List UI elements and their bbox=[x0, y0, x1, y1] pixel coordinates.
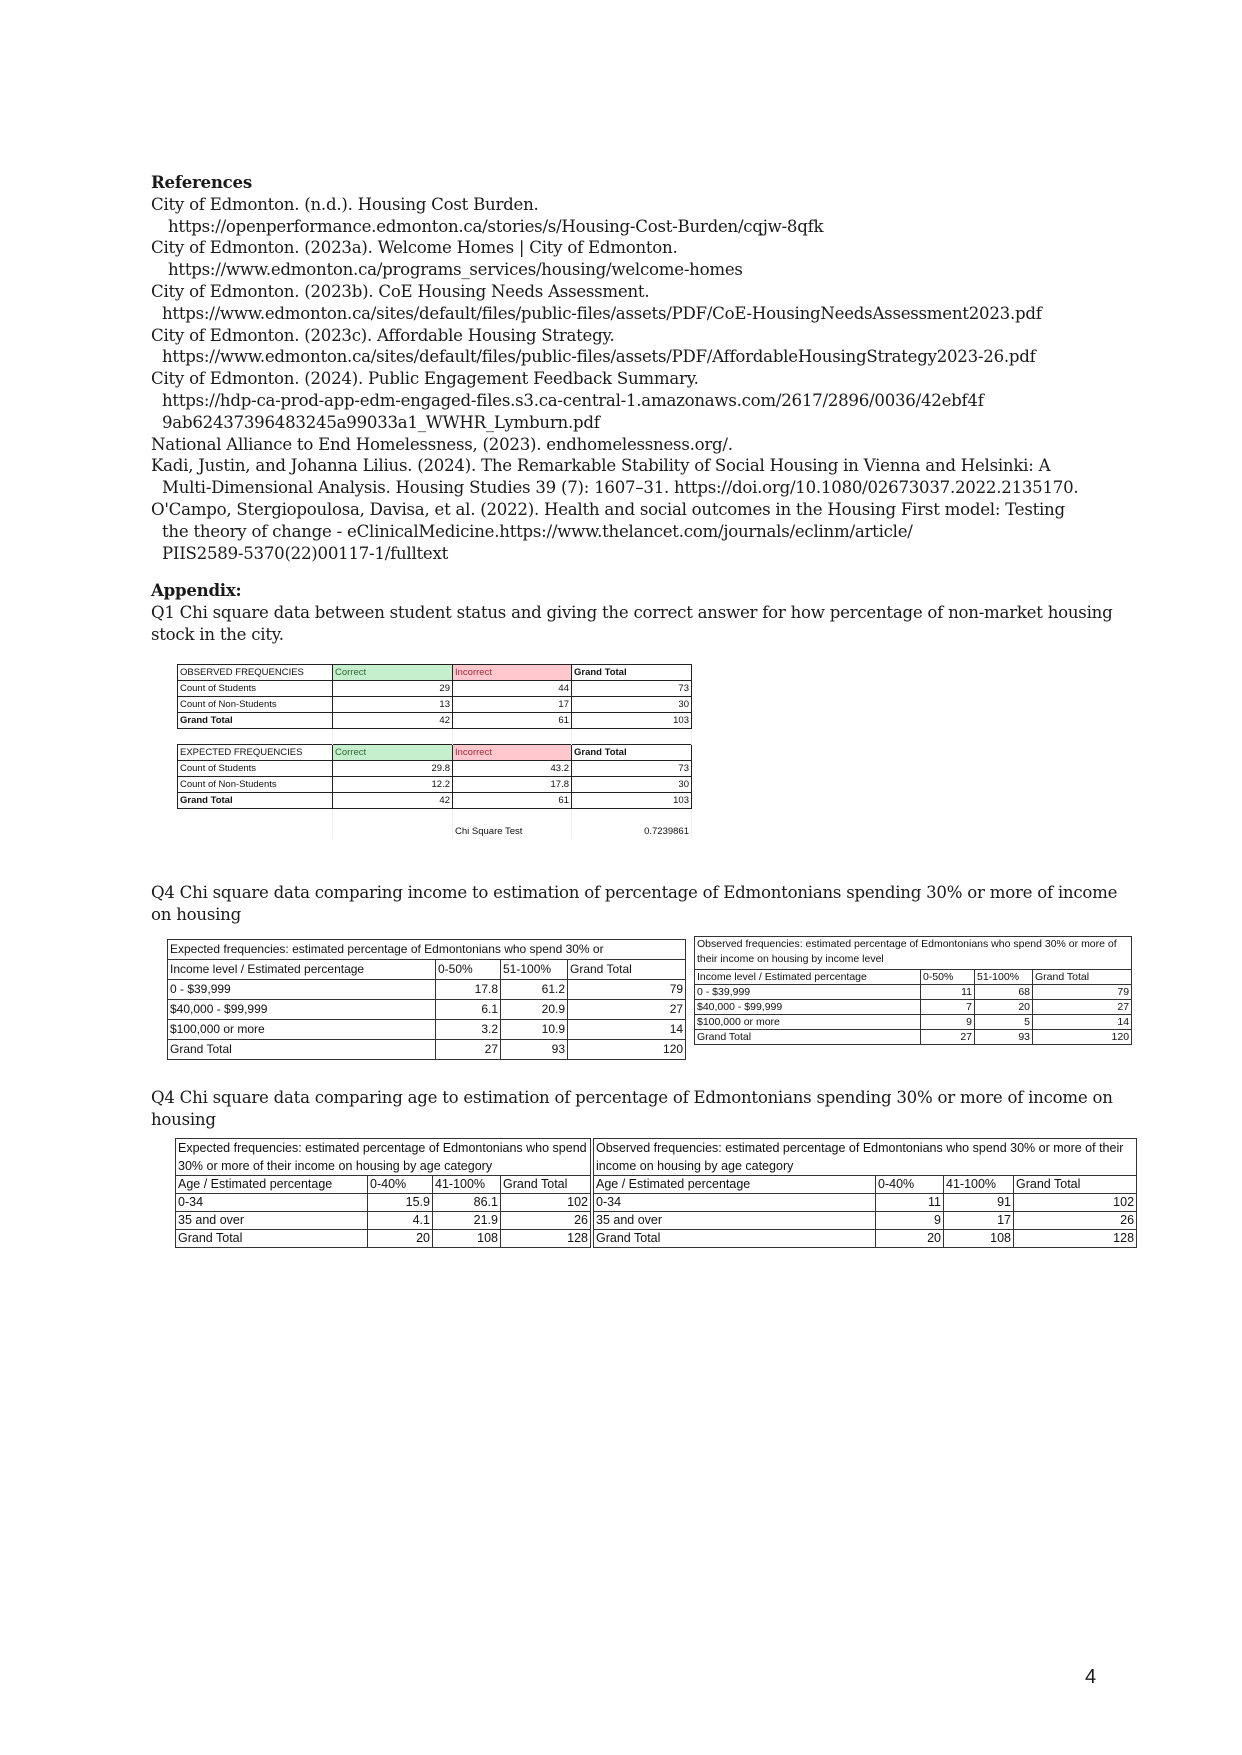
header-cell: Incorrect bbox=[453, 745, 572, 761]
table-cell: 91 bbox=[944, 1194, 1014, 1212]
header-cell: Grand Total bbox=[501, 1176, 591, 1194]
page-number: 4 bbox=[1085, 1666, 1097, 1688]
header-cell: 0-50% bbox=[436, 960, 501, 980]
reference-line: City of Edmonton. (2023b). CoE Housing Needs Assessment. bbox=[151, 281, 650, 301]
header-cell: Income level / Estimated percentage bbox=[695, 970, 921, 985]
table-cell: 7 bbox=[921, 1000, 975, 1015]
header-row bbox=[176, 1176, 591, 1194]
header-row bbox=[178, 745, 692, 761]
table-cell: 17.8 bbox=[453, 777, 572, 793]
table-row bbox=[178, 713, 692, 729]
table-cell: 14 bbox=[1033, 1015, 1132, 1030]
reference-line: 9ab62437396483245a99033a1_WWHR_Lymburn.pdf bbox=[162, 412, 600, 432]
table-cell: 14 bbox=[568, 1020, 686, 1040]
table-cell: 12.2 bbox=[333, 777, 453, 793]
table-cell: 102 bbox=[1014, 1194, 1137, 1212]
header-cell: Grand Total bbox=[1014, 1176, 1137, 1194]
table-cell: 73 bbox=[572, 761, 692, 777]
empty-cell bbox=[333, 729, 453, 745]
table-row bbox=[168, 1020, 686, 1040]
table-cell: 27 bbox=[436, 1040, 501, 1060]
table-cell: 93 bbox=[975, 1030, 1033, 1045]
table-cell: Grand Total bbox=[178, 793, 333, 809]
empty-cell bbox=[333, 824, 453, 839]
table-cell: 43.2 bbox=[453, 761, 572, 777]
table-title: Observed frequencies: estimated percentage of Edmontonians who spend 30% or more of their income on housing by age category bbox=[594, 1139, 1137, 1176]
table-cell: 0-34 bbox=[176, 1194, 368, 1212]
table-cell: 26 bbox=[1014, 1212, 1137, 1230]
appendix-section bbox=[151, 580, 1112, 645]
header-row bbox=[695, 970, 1132, 985]
header-cell: Grand Total bbox=[572, 745, 692, 761]
table-row bbox=[178, 761, 692, 777]
spacer-row bbox=[178, 729, 692, 745]
reference-line: the theory of change - eClinicalMedicine.https://www.thelancet.com/journals/eclinm/article/ bbox=[162, 521, 913, 541]
table-row bbox=[178, 697, 692, 713]
table-cell: 79 bbox=[568, 980, 686, 1000]
table-cell: 10.9 bbox=[501, 1020, 568, 1040]
header-cell: Grand Total bbox=[1033, 970, 1132, 985]
table-cell: 35 and over bbox=[594, 1212, 876, 1230]
table-row bbox=[168, 1040, 686, 1060]
reference-line: O'Campo, Stergiopoulosa, Davisa, et al. (2022). Health and social outcomes in the Housing First model: Testing bbox=[151, 499, 1065, 519]
table-cell: 103 bbox=[572, 713, 692, 729]
table-cell: 29 bbox=[333, 681, 453, 697]
q1-caption-line: stock in the city. bbox=[151, 624, 284, 644]
reference-line: City of Edmonton. (2023c). Affordable Housing Strategy. bbox=[151, 325, 615, 345]
chi-square-row bbox=[178, 824, 692, 839]
title-row bbox=[176, 1139, 591, 1176]
table-cell: 13 bbox=[333, 697, 453, 713]
table-title: Expected frequencies: estimated percentage of Edmontonians who spend 30% or bbox=[168, 940, 686, 960]
reference-line: Kadi, Justin, and Johanna Lilius. (2024). The Remarkable Stability of Social Housing in Vienna and Helsinki: A bbox=[151, 456, 1051, 476]
table-cell: Grand Total bbox=[695, 1030, 921, 1045]
header-cell: 51-100% bbox=[501, 960, 568, 980]
table-cell: 44 bbox=[453, 681, 572, 697]
header-cell: 41-100% bbox=[433, 1176, 501, 1194]
empty-cell bbox=[178, 824, 333, 839]
table-cell: 20.9 bbox=[501, 1000, 568, 1020]
empty-cell bbox=[453, 809, 572, 825]
table-row bbox=[594, 1230, 1137, 1248]
table-cell: 15.9 bbox=[368, 1194, 433, 1212]
title-row bbox=[695, 937, 1132, 970]
reference-line: National Alliance to End Homelessness, (2023). endhomelessness.org/. bbox=[151, 434, 733, 454]
table-cell: Count of Students bbox=[178, 681, 333, 697]
table-cell: Count of Students bbox=[178, 761, 333, 777]
table-cell: 20 bbox=[368, 1230, 433, 1248]
table-cell: 42 bbox=[333, 793, 453, 809]
header-cell: 0-50% bbox=[921, 970, 975, 985]
table-row bbox=[178, 793, 692, 809]
table-cell: Grand Total bbox=[176, 1230, 368, 1248]
table-cell: 6.1 bbox=[436, 1000, 501, 1020]
table-cell: 108 bbox=[944, 1230, 1014, 1248]
table-row bbox=[695, 985, 1132, 1000]
q4-income-observed-table bbox=[694, 936, 1132, 1045]
table-row bbox=[695, 1000, 1132, 1015]
header-cell: Age / Estimated percentage bbox=[176, 1176, 368, 1194]
reference-list bbox=[151, 194, 1078, 565]
reference-line: Multi-Dimensional Analysis. Housing Studies 39 (7): 1607–31. https://doi.org/10.1080/02673037.2022.2135170. bbox=[162, 478, 1079, 498]
chi-square-label: Chi Square Test bbox=[453, 824, 572, 839]
table-row bbox=[594, 1212, 1137, 1230]
table-cell: 30 bbox=[572, 777, 692, 793]
table-row bbox=[168, 980, 686, 1000]
table-cell: 61 bbox=[453, 793, 572, 809]
table-cell: 5 bbox=[975, 1015, 1033, 1030]
table-cell: 11 bbox=[876, 1194, 944, 1212]
table-row bbox=[178, 681, 692, 697]
references-section bbox=[151, 172, 1078, 564]
table-cell: 0 - $39,999 bbox=[168, 980, 436, 1000]
table-cell: 27 bbox=[921, 1030, 975, 1045]
table-cell: Grand Total bbox=[168, 1040, 436, 1060]
table-cell: 29.8 bbox=[333, 761, 453, 777]
table-cell: 86.1 bbox=[433, 1194, 501, 1212]
title-row bbox=[168, 940, 686, 960]
caption-line: housing bbox=[151, 1109, 216, 1129]
table-cell: 0-34 bbox=[594, 1194, 876, 1212]
table-row bbox=[695, 1030, 1132, 1045]
table-cell: 20 bbox=[975, 1000, 1033, 1015]
table-row bbox=[176, 1212, 591, 1230]
table-row bbox=[176, 1230, 591, 1248]
q4-age-observed-table bbox=[593, 1138, 1137, 1248]
header-cell: Grand Total bbox=[568, 960, 686, 980]
table-cell: 73 bbox=[572, 681, 692, 697]
header-cell: Income level / Estimated percentage bbox=[168, 960, 436, 980]
table-cell: 21.9 bbox=[433, 1212, 501, 1230]
table-cell: 120 bbox=[1033, 1030, 1132, 1045]
table-title: Observed frequencies: estimated percentage of Edmontonians who spend 30% or more of their income on housing by income level bbox=[695, 937, 1132, 970]
table-cell: 102 bbox=[501, 1194, 591, 1212]
q4-age-caption bbox=[151, 1087, 1113, 1131]
header-cell: Correct bbox=[333, 665, 453, 681]
table-cell: 128 bbox=[1014, 1230, 1137, 1248]
table-cell: 103 bbox=[572, 793, 692, 809]
appendix-heading: Appendix: bbox=[151, 580, 242, 600]
table-row bbox=[695, 1015, 1132, 1030]
table-cell: 120 bbox=[568, 1040, 686, 1060]
table-cell: 79 bbox=[1033, 985, 1132, 1000]
empty-cell bbox=[572, 809, 692, 825]
reference-line: https://openperformance.edmonton.ca/stories/s/Housing-Cost-Burden/cqjw-8qfk bbox=[168, 216, 824, 236]
table-cell: 9 bbox=[921, 1015, 975, 1030]
table-title: Expected frequencies: estimated percentage of Edmontonians who spend 30% or more of their income on housing by age category bbox=[176, 1139, 591, 1176]
reference-line: City of Edmonton. (2023a). Welcome Homes | City of Edmonton. bbox=[151, 238, 678, 258]
table-row bbox=[168, 1000, 686, 1020]
table-cell: 17.8 bbox=[436, 980, 501, 1000]
table-cell: 93 bbox=[501, 1040, 568, 1060]
table-cell: 3.2 bbox=[436, 1020, 501, 1040]
caption-line: on housing bbox=[151, 904, 241, 924]
table-cell: 17 bbox=[453, 697, 572, 713]
table-cell: Count of Non-Students bbox=[178, 697, 333, 713]
spacer-row bbox=[178, 809, 692, 825]
q4-age-expected-table bbox=[175, 1138, 591, 1248]
q4-income-caption bbox=[151, 882, 1117, 926]
table-cell: 61.2 bbox=[501, 980, 568, 1000]
reference-line: City of Edmonton. (2024). Public Engagement Feedback Summary. bbox=[151, 369, 699, 389]
header-cell: 0-40% bbox=[368, 1176, 433, 1194]
empty-cell bbox=[453, 729, 572, 745]
table-cell: Grand Total bbox=[178, 713, 333, 729]
empty-cell bbox=[178, 809, 333, 825]
header-cell: Age / Estimated percentage bbox=[594, 1176, 876, 1194]
empty-cell bbox=[333, 809, 453, 825]
header-row bbox=[178, 665, 692, 681]
header-cell: 41-100% bbox=[944, 1176, 1014, 1194]
table-cell: 61 bbox=[453, 713, 572, 729]
table-cell: $40,000 - $99,999 bbox=[168, 1000, 436, 1020]
header-cell: Incorrect bbox=[453, 665, 572, 681]
table-cell: 11 bbox=[921, 985, 975, 1000]
header-cell: 0-40% bbox=[876, 1176, 944, 1194]
reference-line: https://www.edmonton.ca/programs_services/housing/welcome-homes bbox=[168, 260, 743, 280]
header-cell: Correct bbox=[333, 745, 453, 761]
table-cell: Grand Total bbox=[594, 1230, 876, 1248]
table-cell: 108 bbox=[433, 1230, 501, 1248]
header-row bbox=[168, 960, 686, 980]
empty-cell bbox=[572, 729, 692, 745]
table-cell: 0 - $39,999 bbox=[695, 985, 921, 1000]
header-cell: 51-100% bbox=[975, 970, 1033, 985]
header-row bbox=[594, 1176, 1137, 1194]
reference-line: PIIS2589-5370(22)00117-1/fulltext bbox=[162, 543, 449, 563]
reference-line: https://www.edmonton.ca/sites/default/files/public-files/assets/PDF/AffordableHousingStrategy2023-26.pdf bbox=[162, 347, 1036, 367]
table-row bbox=[176, 1194, 591, 1212]
chi-square-value: 0.7239861 bbox=[572, 824, 692, 839]
reference-line: https://hdp-ca-prod-app-edm-engaged-files.s3.ca-central-1.amazonaws.com/2617/2896/0036/42ebf4f bbox=[162, 390, 984, 410]
table-cell: 4.1 bbox=[368, 1212, 433, 1230]
q1-chi-square-table bbox=[177, 664, 692, 839]
table-row bbox=[594, 1194, 1137, 1212]
table-cell: $100,000 or more bbox=[695, 1015, 921, 1030]
reference-line: City of Edmonton. (n.d.). Housing Cost Burden. bbox=[151, 194, 539, 214]
reference-line: https://www.edmonton.ca/sites/default/files/public-files/assets/PDF/CoE-HousingNeedsAssessment2023.pdf bbox=[162, 303, 1042, 323]
caption-line: Q4 Chi square data comparing age to estimation of percentage of Edmontonians spending 30% or more of income on bbox=[151, 1088, 1113, 1107]
q4-income-expected-table bbox=[167, 939, 686, 1060]
table-cell: 128 bbox=[501, 1230, 591, 1248]
table-cell: $100,000 or more bbox=[168, 1020, 436, 1040]
table-cell: 68 bbox=[975, 985, 1033, 1000]
table-cell: 17 bbox=[944, 1212, 1014, 1230]
references-heading: References bbox=[151, 172, 252, 192]
table-cell: 27 bbox=[568, 1000, 686, 1020]
table-cell: $40,000 - $99,999 bbox=[695, 1000, 921, 1015]
q1-caption-line: Q1 Chi square data between student status and giving the correct answer for how percentage of non-market housing bbox=[151, 602, 1113, 622]
table-cell: 9 bbox=[876, 1212, 944, 1230]
table-row bbox=[178, 777, 692, 793]
table-cell: 26 bbox=[501, 1212, 591, 1230]
table-cell: 27 bbox=[1033, 1000, 1132, 1015]
header-cell: Grand Total bbox=[572, 665, 692, 681]
table-cell: 35 and over bbox=[176, 1212, 368, 1230]
header-cell: EXPECTED FREQUENCIES bbox=[178, 745, 333, 761]
caption-line: Q4 Chi square data comparing income to estimation of percentage of Edmontonians spending 30% or more of income bbox=[151, 883, 1118, 902]
header-cell: OBSERVED FREQUENCIES bbox=[178, 665, 333, 681]
table-cell: Count of Non-Students bbox=[178, 777, 333, 793]
table-cell: 30 bbox=[572, 697, 692, 713]
table-cell: 42 bbox=[333, 713, 453, 729]
table-cell: 20 bbox=[876, 1230, 944, 1248]
empty-cell bbox=[178, 729, 333, 745]
title-row bbox=[594, 1139, 1137, 1176]
